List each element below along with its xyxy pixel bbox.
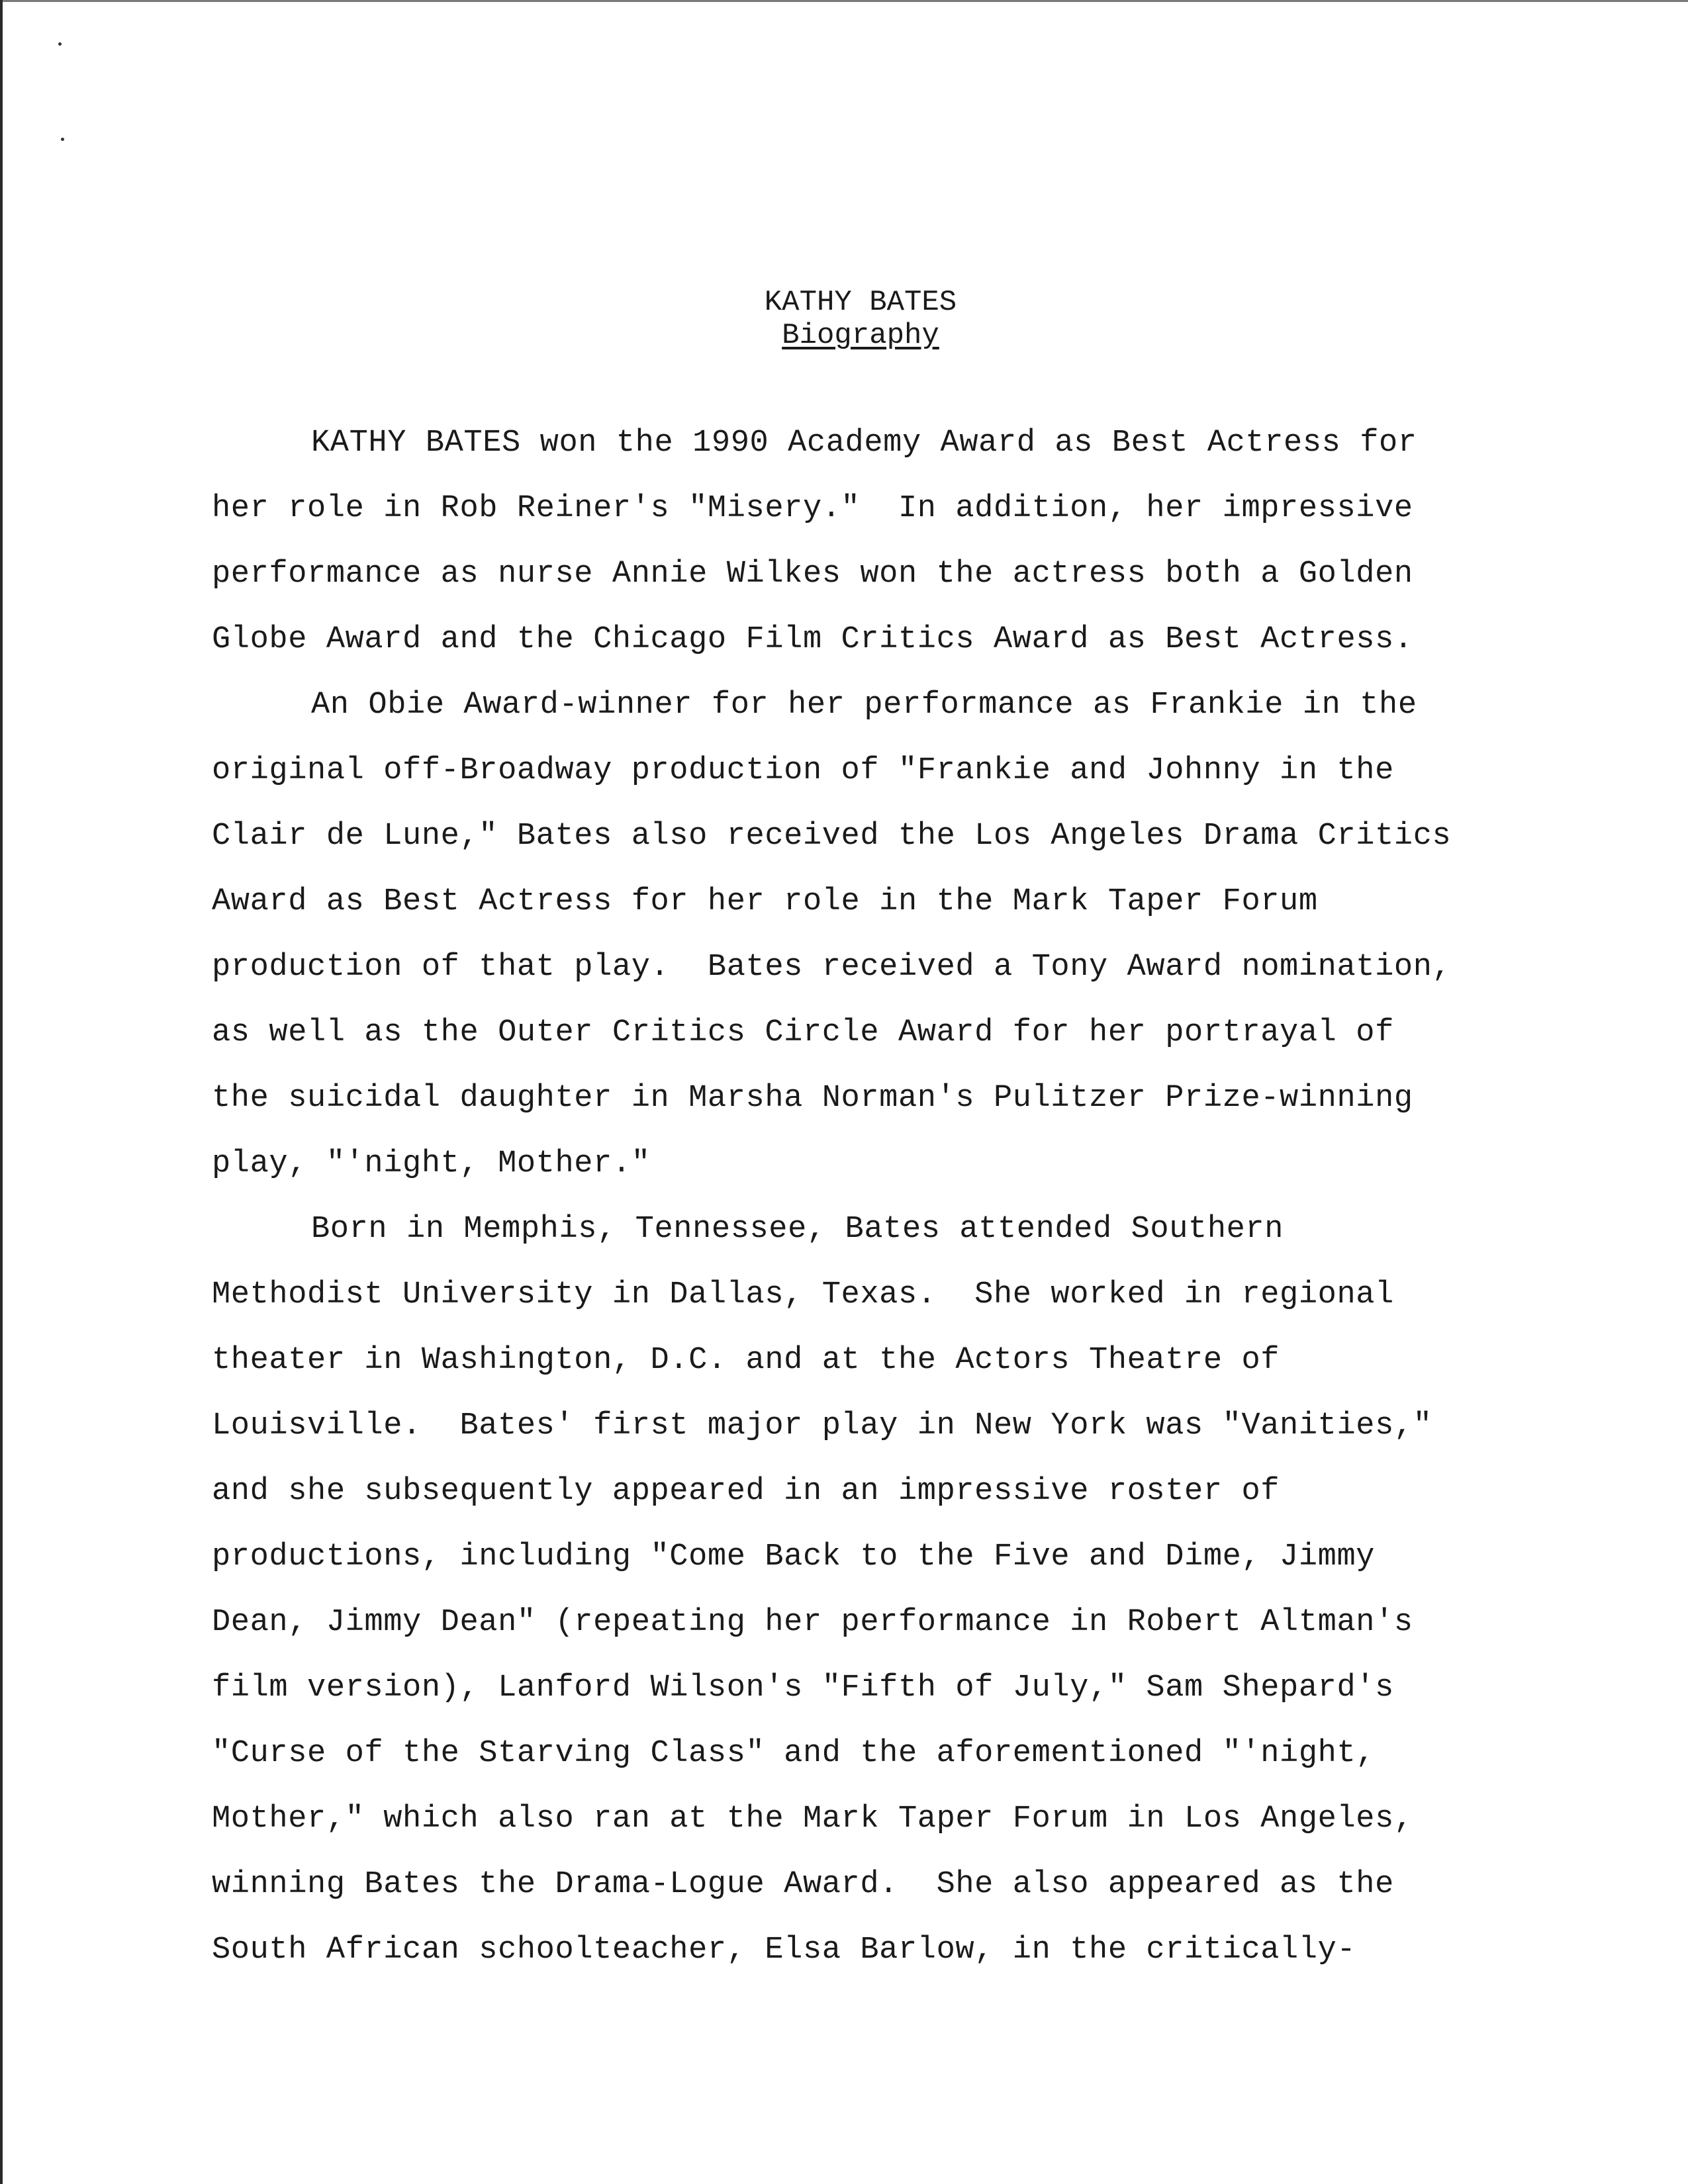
text-line: production of that play. Bates received a Tony Award nomination, xyxy=(212,950,1452,985)
text-line: play, "'night, Mother." xyxy=(212,1146,651,1181)
text-line: theater in Washington, D.C. and at the Actors Theatre of xyxy=(212,1343,1280,1378)
text-line: KATHY BATES won the 1990 Academy Award as Best Actress for xyxy=(311,426,1417,461)
document-subtitle: Biography xyxy=(782,319,939,352)
text-line: productions, including "Come Back to the Five and Dime, Jimmy xyxy=(212,1539,1376,1574)
text-line: Award as Best Actress for her role in the Mark Taper Forum xyxy=(212,884,1318,919)
scan-speck xyxy=(58,42,62,46)
scan-speck xyxy=(61,138,64,141)
document-title: KATHY BATES xyxy=(764,286,957,319)
text-line: original off-Broadway production of "Frankie and Johnny in the xyxy=(212,753,1394,788)
text-line: Globe Award and the Chicago Film Critics Award as Best Actress. xyxy=(212,622,1413,657)
text-line: Louisville. Bates' first major play in New York was "Vanities," xyxy=(212,1408,1432,1443)
text-line: South African schoolteacher, Elsa Barlow, in the critically- xyxy=(212,1933,1356,1968)
biography-body xyxy=(212,410,1536,1983)
text-line: Dean, Jimmy Dean" (repeating her performance in Robert Altman's xyxy=(212,1605,1413,1640)
scan-edge-left xyxy=(0,0,3,2184)
text-line: Clair de Lune," Bates also received the Los Angeles Drama Critics xyxy=(212,819,1452,854)
text-line: winning Bates the Drama-Logue Award. She also appeared as the xyxy=(212,1867,1394,1902)
text-line: performance as nurse Annie Wilkes won the actress both a Golden xyxy=(212,557,1413,592)
text-line: Born in Memphis, Tennessee, Bates attended Southern xyxy=(311,1212,1284,1247)
text-line: as well as the Outer Critics Circle Award for her portrayal of xyxy=(212,1015,1394,1050)
text-line: the suicidal daughter in Marsha Norman's Pulitzer Prize-winning xyxy=(212,1081,1413,1116)
text-line: Methodist University in Dallas, Texas. She worked in regional xyxy=(212,1277,1394,1312)
text-line: film version), Lanford Wilson's "Fifth of July," Sam Shepard's xyxy=(212,1670,1394,1706)
text-line: "Curse of the Starving Class" and the aforementioned "'night, xyxy=(212,1736,1376,1771)
title-block xyxy=(662,286,1059,352)
text-line: her role in Rob Reiner's "Misery." In addition, her impressive xyxy=(212,491,1413,526)
scan-edge-top xyxy=(0,0,1688,2)
text-line: Mother," which also ran at the Mark Taper Forum in Los Angeles, xyxy=(212,1801,1413,1837)
text-line: An Obie Award-winner for her performance as Frankie in the xyxy=(311,688,1417,723)
text-line: and she subsequently appeared in an impressive roster of xyxy=(212,1474,1280,1509)
